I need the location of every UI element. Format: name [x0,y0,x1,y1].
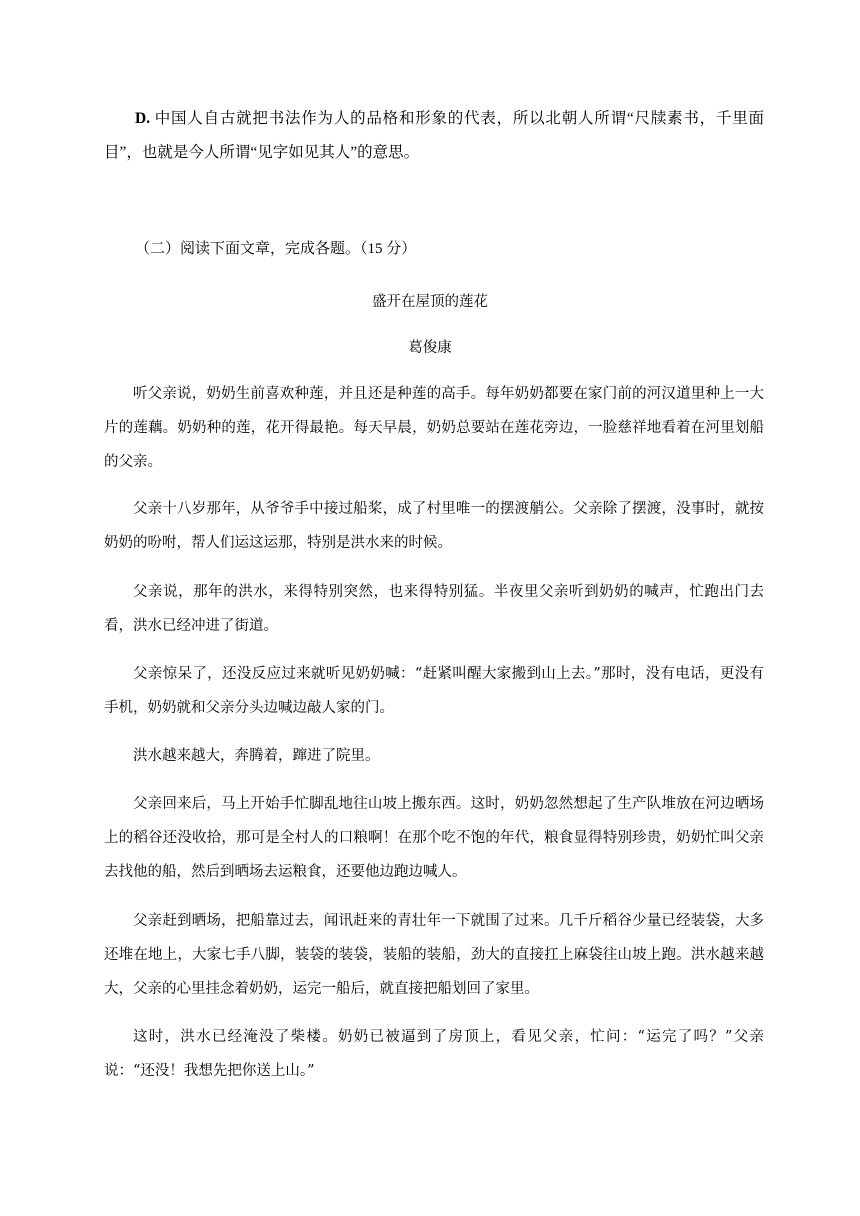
option-d-label: D. [135,110,151,127]
article-paragraph: 这时，洪水已经淹没了柴楼。奶奶已被逼到了房顶上，看见父亲，忙问：“运完了吗？”父亲说：“还没！我想先把你送上山。” [104,1029,764,1079]
option-d [104,102,764,170]
article-paragraph: 父亲说，那年的洪水，来得特别突然，也来得特别猛。半夜里父亲听到奶奶的喊声，忙跑出门去看，洪水已经冲进了街道。 [104,584,764,634]
article-paragraph: 父亲赶到晒场，把船靠过去，闻讯赶来的青壮年一下就围了过来。几千斤稻谷少量已经装袋，大多还堆在地上，大家七手八脚，装袋的装袋，装船的装船，劲大的直接扛上麻袋往山坡上跑。洪水越来越大，父亲的心里挂念着奶奶，运完一船后，就直接把船划回了家里。 [104,913,764,997]
article-paragraph: 听父亲说，奶奶生前喜欢种莲，并且还是种莲的高手。每年奶奶都要在家门前的河汉道里种上一大片的莲藕。奶奶种的莲，花开得最艳。每天早晨，奶奶总要站在莲花旁边，一脸慈祥地看着在河里划船的父亲。 [104,386,764,470]
article-paragraph: 父亲十八岁那年，从爷爷手中接过船桨，成了村里唯一的摆渡艄公。父亲除了摆渡，没事时，就按奶奶的吩咐，帮人们运这运那，特别是洪水来的时候。 [104,501,764,551]
option-d-text: 中国人自古就把书法作为人的品格和形象的代表，所以北朝人所谓“尺牍素书，千里面目”，也就是今人所谓“见字如见其人”的意思。 [104,110,764,161]
article-title: 盛开在屋顶的莲花 [372,294,488,310]
article-paragraph: 父亲惊呆了，还没反应过来就听见奶奶喊：“赶紧叫醒大家搬到山上去。”那时，没有电话，更没有手机，奶奶就和父亲分头边喊边敲人家的门。 [104,666,764,716]
article-paragraph: 洪水越来越大，奔腾着，蹿进了院里。 [133,748,380,764]
section-heading: （二）阅读下面文章，完成各题。（15 分） [135,241,417,257]
article-paragraph: 父亲回来后，马上开始手忙脚乱地往山坡上搬东西。这时，奶奶忽然想起了生产队堆放在河边晒场上的稻谷还没收拾，那可是全村人的口粮啊！在那个吃不饱的年代，粮食显得特别珍贵，奶奶忙叫父亲去找他的船，然后到晒场去运粮食，还要他边跑边喊人。 [104,796,764,880]
article-author: 葛俊康 [408,340,452,356]
